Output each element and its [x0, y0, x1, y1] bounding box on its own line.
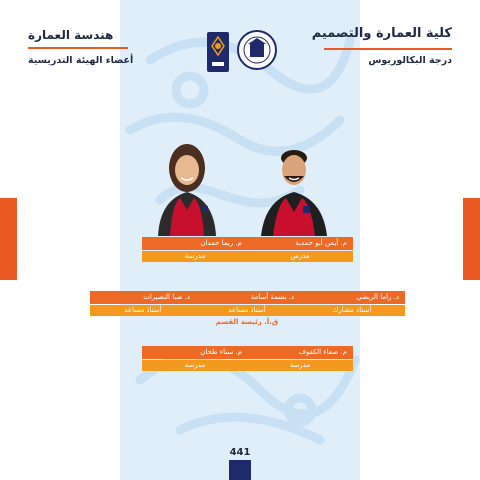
right-edge-tab	[463, 198, 480, 280]
staff-title: أستاذ مساعد	[90, 305, 196, 316]
staff-card	[142, 346, 248, 371]
staff-title: مدرسة	[142, 360, 248, 371]
staff-name: م. ريما حمدان	[142, 237, 248, 250]
page-number: 441	[229, 447, 251, 458]
faculty-underline	[324, 48, 452, 50]
department-title: هندسة العمارة	[28, 28, 114, 42]
portrait-male	[253, 140, 335, 236]
staff-title: أستاذ مشارك	[299, 305, 405, 316]
staff-name: د. بسمة أسامة	[194, 291, 300, 304]
staff-title: أستاذ مساعد	[194, 305, 300, 316]
staff-name: م. صفاء الكفوف	[247, 346, 353, 359]
university-logo	[236, 29, 278, 71]
staff-title: مدرسة	[247, 360, 353, 371]
staff-title: مدرس	[247, 251, 353, 262]
faculty-logo	[207, 32, 229, 72]
staff-name: د. راما الربضي	[299, 291, 405, 304]
staff-card	[299, 291, 405, 316]
staff-card	[142, 237, 248, 262]
department-underline	[28, 47, 128, 49]
staff-name: د. صبا النصيرات	[90, 291, 196, 304]
staff-card	[247, 346, 353, 371]
section-subtitle: أعضاء الهيئة التدريسية	[28, 55, 134, 66]
left-edge-tab	[0, 198, 17, 280]
portrait-female	[146, 140, 228, 236]
page-number-bar	[229, 460, 251, 480]
staff-name: م. أيمن أبو حمدية	[247, 237, 353, 250]
degree-subtitle: درجة البكالوريوس	[368, 55, 452, 66]
staff-name: م. سناء طحان	[142, 346, 248, 359]
faculty-title: كلية العمارة والتصميم	[311, 26, 452, 41]
staff-card	[90, 291, 196, 316]
department-head-note: ق.أ. رئيسة القسم	[215, 318, 279, 326]
staff-card	[247, 237, 353, 262]
staff-card	[194, 291, 300, 316]
staff-title: مدرسة	[142, 251, 248, 262]
